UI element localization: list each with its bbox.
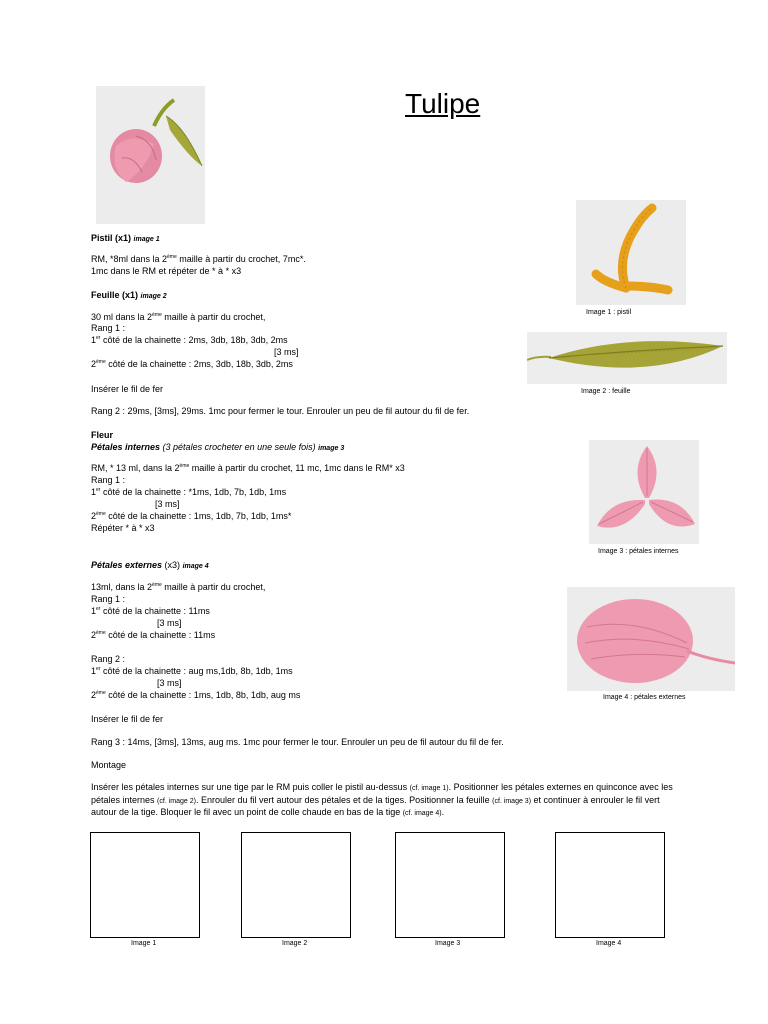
feuille-line-6: Insérer le fil de fer	[91, 384, 164, 394]
tulip-photo	[96, 86, 205, 224]
externes-line-4: [3 ms]	[157, 618, 182, 628]
externes-line-5: 2ème côté de la chainette : 11ms	[91, 630, 216, 640]
externes-line-11: Rang 3 : 14ms, [3ms], 13ms, aug ms. 1mc pour fermer le tour. Enrouler un peu de fil autour du fil de fer.	[91, 737, 504, 747]
internes-line-2: Rang 1 :	[91, 475, 126, 485]
pistil-heading: Pistil (x1) image 1	[91, 233, 160, 243]
internes-line-5: 2ème côté de la chainette : 1ms, 1db, 7b, 1db, 1ms*	[91, 511, 292, 521]
caption-image-2: Image 2 : feuille	[581, 388, 631, 395]
externes-line-7: 1er côté de la chainette : aug ms,1db, 8b, 1db, 1ms	[91, 666, 293, 676]
externes-heading: Pétales externes (x3) image 4	[91, 560, 209, 570]
image-frame-caption-1: Image 1	[131, 940, 157, 947]
internes-line-6: Répéter * à * x3	[91, 523, 155, 533]
externes-line-2: Rang 1 :	[91, 594, 126, 604]
inner-petals-photo	[589, 440, 699, 544]
caption-image-1: Image 1 : pistil	[586, 309, 632, 316]
externes-line-1: 13ml, dans la 2ème maille à partir du crochet,	[91, 582, 266, 592]
montage-heading: Montage	[91, 760, 127, 770]
fleur-heading: Fleur	[91, 430, 114, 440]
image-frame-4	[555, 832, 665, 938]
feuille-line-4: [3 ms]	[274, 347, 299, 357]
externes-line-10: Insérer le fil de fer	[91, 714, 164, 724]
externes-line-6: Rang 2 :	[91, 654, 126, 664]
image-frame-1	[90, 832, 200, 938]
leaf-photo	[527, 332, 727, 384]
feuille-line-1: 30 ml dans la 2ème maille à partir du crochet,	[91, 312, 266, 322]
feuille-line-3: 1er côté de la chainette : 2ms, 3db, 18b, 3db, 2ms	[91, 335, 288, 345]
page-title: Tulipe	[405, 88, 481, 119]
outer-petals-photo	[567, 587, 735, 691]
feuille-line-2: Rang 1 :	[91, 323, 126, 333]
feuille-heading: Feuille (x1) image 2	[91, 290, 167, 300]
feuille-line-7: Rang 2 : 29ms, [3ms], 29ms. 1mc pour fermer le tour. Enrouler un peu de fil autour du fil de fer.	[91, 406, 470, 416]
montage-paragraph: Insérer les pétales internes sur une tige par le RM puis coller le pistil au-dessus (cf. image 1). Positionner les pétales externes en quinconce avec les pétales internes (cf. image 2). Enrouler du fil vert autour des pétales et de la tiges. Positionner la feuille (cf. image 3) et continuer à enrouler le fil vert autour de la tige. Bloquer le fil avec un point de colle chaude en bas de la tige (cf. image 4).	[91, 782, 673, 817]
externes-line-3: 1er côté de la chainette : 11ms	[91, 606, 210, 616]
externes-line-8: [3 ms]	[157, 678, 182, 688]
externes-line-9: 2ème côté de la chainette : 1ms, 1db, 8b, 1db, aug ms	[91, 690, 301, 700]
internes-line-4: [3 ms]	[155, 499, 180, 509]
internes-heading: Pétales internes (3 pétales crocheter en une seule fois) image 3	[91, 442, 345, 452]
caption-image-4: Image 4 : pétales externes	[603, 694, 686, 701]
feuille-line-5: 2ème côté de la chainette : 2ms, 3db, 18b, 3db, 2ms	[91, 359, 293, 369]
internes-line-3: 1er côté de la chainette : *1ms, 1db, 7b, 1db, 1ms	[91, 487, 287, 497]
image-frame-caption-4: Image 4	[596, 940, 622, 947]
image-frame-3	[395, 832, 505, 938]
image-frame-caption-2: Image 2	[282, 940, 308, 947]
pistil-line-1: RM, *8ml dans la 2ème maille à partir du crochet, 7mc*.	[91, 254, 306, 264]
image-frame-caption-3: Image 3	[435, 940, 461, 947]
pistil-photo	[576, 200, 686, 305]
image-frame-2	[241, 832, 351, 938]
pistil-line-2: 1mc dans le RM et répéter de * à * x3	[91, 266, 242, 276]
internes-line-1: RM, * 13 ml, dans la 2ème maille à partir du crochet, 11 mc, 1mc dans le RM* x3	[91, 463, 405, 473]
caption-image-3: Image 3 : pétales internes	[598, 548, 679, 555]
